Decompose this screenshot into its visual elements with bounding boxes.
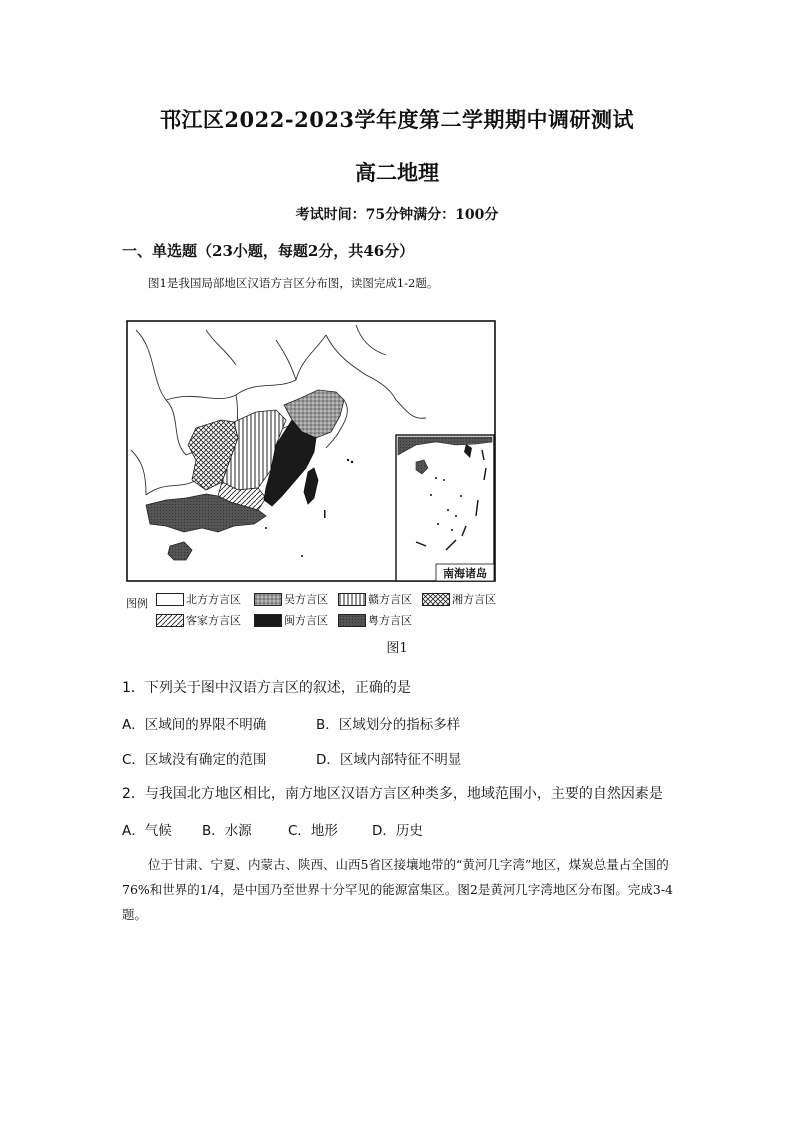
legend-item-label: 赣方言区 [368, 593, 412, 606]
q1-option-a: A．区域间的界限不明确 [122, 717, 267, 733]
legend-item-label: 吴方言区 [284, 593, 328, 606]
reading-passage: 位于甘肃、宁夏、内蒙古、陕西、山西5省区接壤地带的“黄河几字湾”地区，煤炭总量占全国的76%和世界的1/4，是中国乃至世界十分罕见的能源富集区。图2是黄河几字湾地区分布图。完成3-4题。 [122, 857, 673, 922]
question-1: 1．下列关于图中汉语方言区的叙述，正确的是 [122, 680, 411, 696]
legend-swatch [156, 593, 184, 606]
legend-item-label: 闽方言区 [284, 614, 328, 627]
legend-swatch [254, 593, 282, 606]
legend-item-gan [338, 591, 412, 607]
q1-option-c: C．区域没有确定的范围 [122, 752, 267, 768]
legend-swatch [422, 593, 450, 606]
figure-caption: 图1 [386, 641, 408, 656]
q2-option-a: A．气候 [122, 823, 172, 839]
legend-swatch [338, 593, 366, 606]
legend-item-label: 北方方言区 [186, 593, 241, 606]
inset-label: 南海诸岛 [443, 567, 487, 580]
legend-swatch [338, 614, 366, 627]
legend-swatch [156, 614, 184, 627]
section-heading: 一、单选题（23小题，每题2分，共46分） [122, 242, 415, 260]
map-legend [126, 588, 526, 630]
document-title: 邗江区2022-2023学年度第二学期期中调研测试 [159, 107, 635, 132]
exam-info: 考试时间：75分钟满分：100分 [295, 207, 499, 223]
legend-label: 图例 [126, 597, 148, 610]
legend-item-label: 湘方言区 [452, 593, 496, 606]
q2-option-d: D．历史 [372, 823, 423, 839]
figure-intro: 图1是我国局部地区汉语方言区分布图，读图完成1-2题。 [148, 276, 439, 290]
legend-swatch [254, 614, 282, 627]
dialect-map [126, 320, 496, 582]
question-2: 2．与我国北方地区相比，南方地区汉语方言区种类多，地域范围小，主要的自然因素是 [122, 786, 663, 802]
legend-item-north [156, 591, 241, 607]
q2-option-c: C．地形 [288, 823, 338, 839]
legend-item-hakka [156, 612, 241, 628]
legend-item-yue [338, 612, 412, 628]
legend-item-wu [254, 591, 328, 607]
q2-option-b: B．水源 [202, 823, 252, 839]
legend-item-min [254, 612, 328, 628]
legend-item-xiang [422, 591, 496, 607]
q1-option-d: D．区域内部特征不明显 [316, 752, 462, 768]
legend-item-label: 粤方言区 [368, 614, 412, 627]
document-subtitle: 高二地理 [355, 160, 439, 185]
legend-item-label: 客家方言区 [186, 614, 241, 627]
q1-option-b: B．区域划分的指标多样 [316, 717, 461, 733]
